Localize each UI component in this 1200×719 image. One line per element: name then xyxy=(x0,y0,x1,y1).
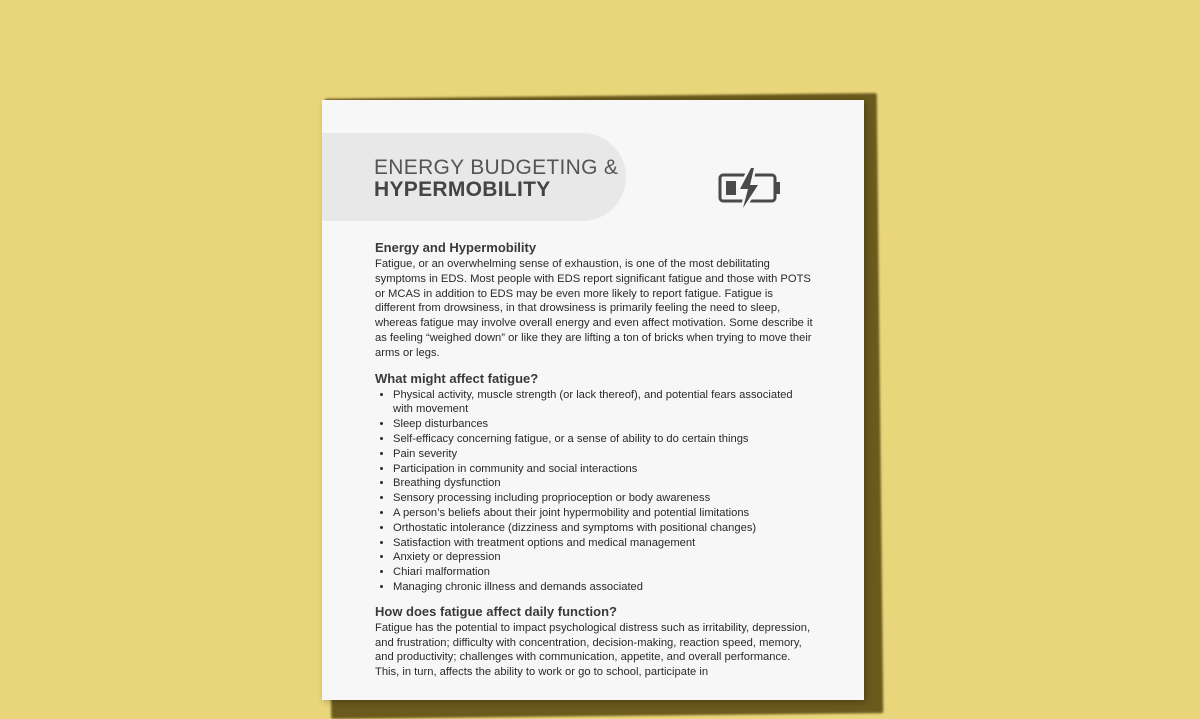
section-paragraph: Fatigue, or an overwhelming sense of exhaustion, is one of the most debilitating symptoms in EDS. Most people with EDS report significant fatigue and those with POTS or MCAS in addition to EDS may be even more likely to report fatigue. Fatigue is different from drowsiness, in that drowsiness is primarily feeling the need to sleep, whereas fatigue may involve overall energy and even affect motivation. Some describe it as feeling “weighed down” or like they are lifting a ton of bricks when trying to move their arms or legs. xyxy=(375,258,813,359)
list-item: • Sleep disturbances xyxy=(393,417,815,432)
list-item: • Self-efficacy concerning fatigue, or a sense of ability to do certain things xyxy=(393,432,815,447)
list-item: • Orthostatic intolerance (dizziness and symptoms with positional changes) xyxy=(393,521,815,536)
factor-list xyxy=(375,388,815,595)
section-heading: Energy and Hypermobility xyxy=(375,240,537,255)
list-item: • Managing chronic illness and demands associated xyxy=(393,580,815,595)
list-item: • Sensory processing including proprioception or body awareness xyxy=(393,491,815,506)
list-item: • Physical activity, muscle strength (or lack thereof), and potential fears associated with movement xyxy=(393,388,815,418)
battery-charging-icon xyxy=(718,166,782,212)
list-item: • A person’s beliefs about their joint hypermobility and potential limitations xyxy=(393,506,815,521)
list-item: • Satisfaction with treatment options and medical management xyxy=(393,536,815,551)
document-body xyxy=(375,239,815,689)
title-line-2: HYPERMOBILITY xyxy=(374,178,551,201)
section-heading: How does fatigue affect daily function? xyxy=(375,603,617,619)
list-item: • Breathing dysfunction xyxy=(393,476,815,491)
list-item: • Pain severity xyxy=(393,447,815,462)
section-heading: What might affect fatigue? xyxy=(375,370,539,386)
list-item: • Chiari malformation xyxy=(393,565,815,580)
section-paragraph: Fatigue has the potential to impact psychological distress such as irritability, depression, and frustration; difficulty with concentration, decision-making, reaction speed, memory, and productivity; challenges with communication, appetite, and overall performance. This, in turn, affects the ability to work or go to school, participate in xyxy=(375,621,811,679)
document-page xyxy=(322,100,864,700)
title-line-1: ENERGY BUDGETING & xyxy=(374,156,619,179)
list-item: • Anxiety or depression xyxy=(393,550,815,565)
list-item: • Participation in community and social interactions xyxy=(393,462,815,477)
